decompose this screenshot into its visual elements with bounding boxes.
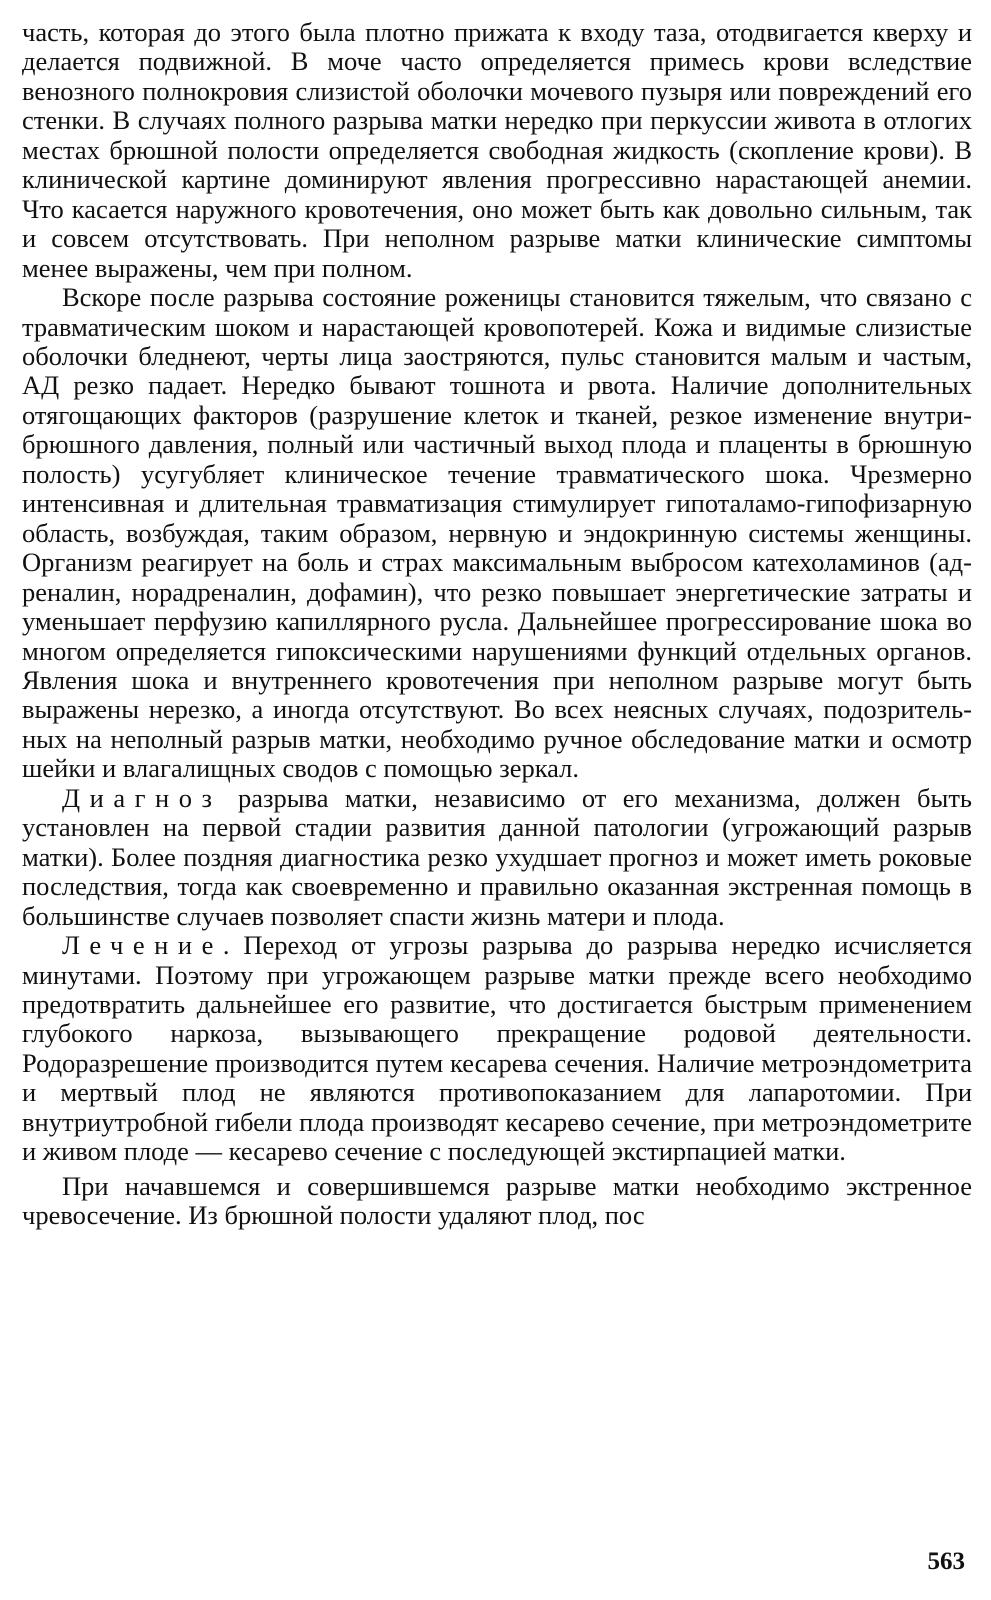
- diagnosis-heading: Диагноз: [62, 782, 222, 813]
- paragraph-1-text: часть, которая до этого была плотно прижата к входу таза, отодвигается кверху и делается подвижной. В моче часто определяется примесь крови вследствие венозного полнокровия слизистой оболочки мочевого пузыря или повреждений его стенки. В случаях полного разрыва матки нередко при перкуссии живота в отлогих местах брюшной полости определяется свободная жидкость (скопление крови). В клинической картине доминируют явления прогрессивно нарастающей анемии. Что касается наружного кровотечения, оно может быть как довольно сильным, так и совсем отсутствовать. При неполном разрыве матки клинические симптомы менее выражены, чем при полном.: [22, 17, 972, 283]
- paragraph-4-treatment: [22, 931, 972, 1167]
- paragraph-1: [22, 18, 972, 283]
- paragraph-4-text: . Переход от угрозы разрыва до разрыва нередко исчисляется минутами. Поэтому при угрожающем разрыве матки прежде всего необходимо предотвратить дальнейшее его развитие, что достигается быстрым применением глубокого наркоза, вызывающего прекращение родовой деятельности. Родоразрешение производится путем кесарева сечения. Наличие метроэндометрита и мертвый плод не являются противопоказанием для лапаротомии. При внутриутробной гибели плода производят кесарево сечение, при метроэндометрите и живом плоде — кесарево сечение с последующей экстирпацией матки.: [22, 930, 972, 1167]
- paragraph-3-text: разрыва матки, независимо от его механизма, должен быть установлен на первой стадии развития данной патологии (угрожающий разрыв матки). Более поздняя диагностика резко ухудшает прогноз и может иметь роковые последствия, тогда как своевременно и правильно оказанная экстренная помощь в большинстве случаев позволяет спасти жизнь матери и плода.: [22, 782, 972, 931]
- paragraph-3-diagnosis: [22, 784, 972, 931]
- paragraph-5-text: При начавшемся и совершившемся разрыве матки необходимо экстренное чревосечение. Из брюшной полости удаляют плод, пос: [22, 1170, 972, 1231]
- paragraph-5: [22, 1172, 972, 1231]
- page-number: 563: [927, 1548, 965, 1575]
- treatment-heading: Лечение: [62, 930, 223, 961]
- page-body: [22, 18, 972, 1231]
- paragraph-2: [22, 283, 972, 784]
- paragraph-2-text: Вскоре после разрыва состояние роженицы становится тяжелым, что связано с травматическим шоком и нарастающей кровопотерей. Кожа и видимые слизистые оболочки бледнеют, черты лица заостряются, пульс становится малым и частым, АД резко падает. Нередко бывают тошнота и рвота. Наличие дополнительных отягощающих факторов (разрушение клеток и тканей, резкое изменение внутрибрюшного давления, полный или частичный выход плода и плаценты в брюшную полость) усугубляет клиническое течение травматического шока. Чрезмерно интенсивная и длительная травматизация стимулирует гипоталамо-гипофизарную область, возбуждая, таким образом, нервную и эндокринную системы женщины. Организм реагирует на боль и страх максимальным выбросом катехоламинов (адреналин, норадреналин, дофамин), что резко повышает энергетические затраты и уменьшает перфузию капиллярного русла. Дальнейшее прогрессирование шока во многом определяется гипоксическими нарушениями функций отдельных органов. Явления шока и внутреннего кровотечения при неполном разрыве могут быть выражены нерезко, а иногда отсутствуют. Во всех неясных случаях, подозрительных на неполный разрыв матки, необходимо ручное обследование матки и осмотр шейки и влагалищных сводов с помощью зеркал.: [22, 282, 972, 784]
